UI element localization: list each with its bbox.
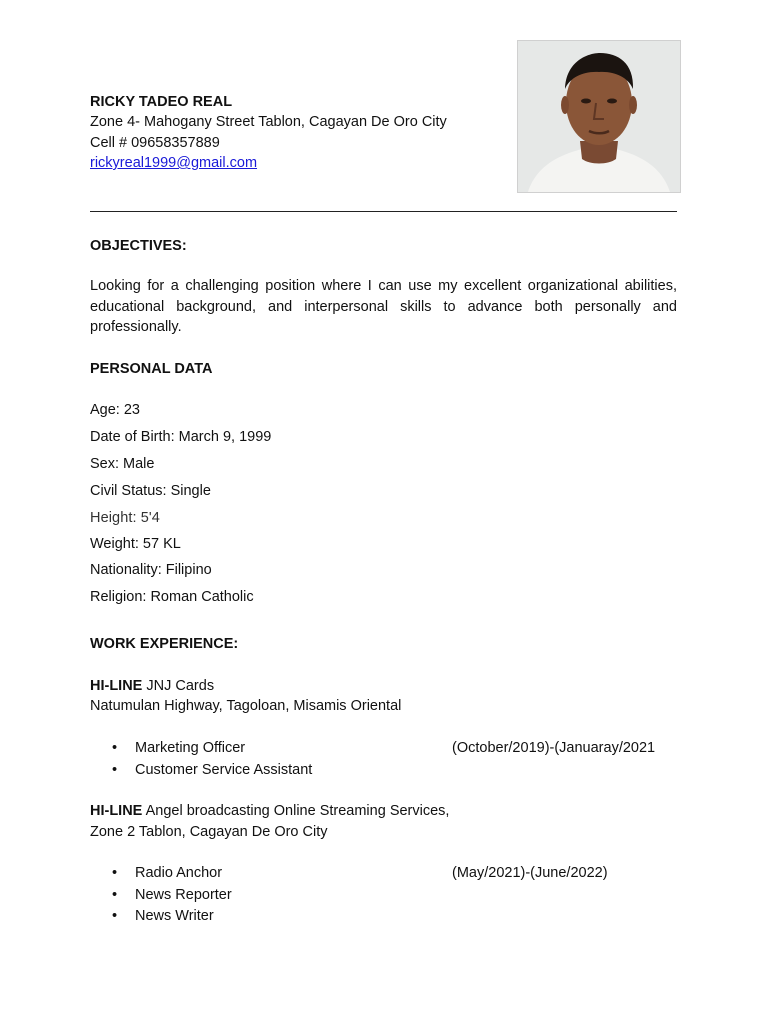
job-2-company [90, 801, 449, 821]
job-2-location: Zone 2 Tablon, Cagayan De Oro City [90, 824, 328, 840]
cell-number: Cell # 09658357889 [90, 135, 220, 151]
job-2-company-name: Angel broadcasting Online Streaming Services, [142, 803, 450, 819]
bullet-glyph: • [112, 762, 118, 778]
personal-civil-status: Civil Status: Single [90, 483, 211, 499]
job-1-company-name: JNJ Cards [142, 678, 215, 694]
job-1-location: Natumulan Highway, Tagoloan, Misamis Oriental [90, 698, 402, 714]
job-2-company-prefix: HI-LINE [90, 803, 143, 819]
work-experience-heading: WORK EXPERIENCE: [90, 636, 239, 652]
bullet-glyph: • [112, 740, 118, 756]
personal-weight: Weight: 57 KL [90, 536, 181, 552]
job-2-role-3: News Writer [135, 908, 214, 924]
personal-birthdate: Date of Birth: March 9, 1999 [90, 429, 272, 445]
portrait-image [518, 41, 680, 192]
email-line [90, 153, 257, 173]
personal-data-heading: PERSONAL DATA [90, 361, 213, 377]
personal-height: Height: 5'4 [90, 510, 160, 526]
job-2-role-2: News Reporter [135, 887, 232, 903]
personal-nationality: Nationality: Filipino [90, 562, 212, 578]
header-divider [90, 211, 677, 212]
job-1-company [90, 676, 214, 696]
email-link[interactable]: rickyreal1999@gmail.com [90, 155, 258, 171]
address: Zone 4- Mahogany Street Tablon, Cagayan De Oro City [90, 114, 447, 130]
job-2-role-1: Radio Anchor [135, 865, 223, 881]
job-1-role-1: Marketing Officer [135, 740, 246, 756]
job-1-role-2: Customer Service Assistant [135, 762, 313, 778]
personal-age: Age: 23 [90, 402, 140, 418]
objectives-heading: OBJECTIVES: [90, 238, 187, 254]
personal-religion: Religion: Roman Catholic [90, 589, 254, 605]
applicant-photo [517, 40, 681, 193]
objectives-text: Looking for a challenging position where I can use my excellent organizational abilities, educational background, and interpersonal skills to advance both personally and professionally. [90, 278, 677, 335]
job-1-company-prefix: HI-LINE [90, 678, 143, 694]
personal-sex: Sex: Male [90, 456, 155, 472]
bullet-glyph: • [112, 887, 118, 903]
applicant-name: RICKY TADEO REAL [90, 94, 233, 110]
job-1-dates: (October/2019)-(Januaray/2021 [452, 740, 656, 756]
bullet-glyph: • [112, 865, 118, 881]
job-2-dates: (May/2021)-(June/2022) [452, 865, 608, 881]
bullet-glyph: • [112, 908, 118, 924]
